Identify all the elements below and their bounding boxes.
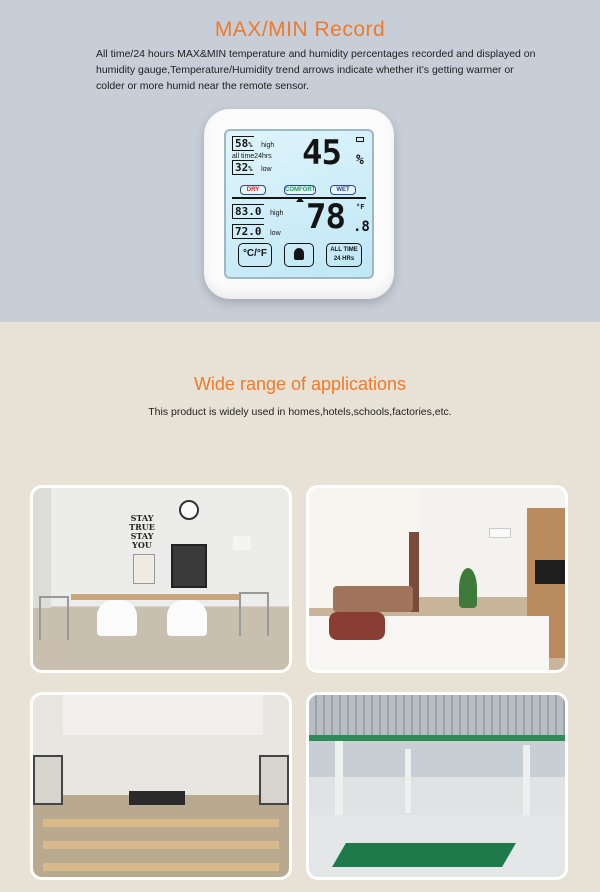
unit-toggle-button[interactable]: °C/°F <box>238 243 272 267</box>
window <box>33 755 63 805</box>
all-time-label: all time24hrs <box>232 153 272 160</box>
window <box>259 755 289 805</box>
column <box>523 745 530 817</box>
humidity-value: 45 <box>302 133 341 173</box>
home-office-photo <box>30 485 292 673</box>
all-time-24hrs-button[interactable] <box>326 243 362 267</box>
hygrometer-device <box>204 109 394 299</box>
blackboard <box>129 791 185 805</box>
window-frame <box>33 488 51 608</box>
white-chair <box>167 600 207 636</box>
section-title: MAX/MIN Record <box>214 18 386 41</box>
hotel-room-photo <box>306 485 568 673</box>
metal-chair <box>239 592 269 636</box>
tv <box>535 560 565 584</box>
desk-row <box>43 819 279 827</box>
classroom-photo <box>30 692 292 880</box>
dry-indicator: DRY <box>240 185 266 195</box>
battery-icon <box>356 137 364 142</box>
humidity-unit: % <box>356 153 364 168</box>
applications-description: This product is widely used in homes,hotels,schools,factories,etc. <box>148 406 452 418</box>
crane-beam <box>309 735 565 741</box>
desk-row <box>43 863 279 871</box>
all-time-button-label: ALL TIME <box>330 247 358 253</box>
white-chair <box>97 600 137 636</box>
humidity-high-readout: 58% high <box>232 137 274 150</box>
humidity-low-readout: 32% low <box>232 161 272 174</box>
desk-row <box>43 841 279 849</box>
wall-sign-text: STAY TRUE STAY YOU <box>129 513 155 550</box>
applications-title: Wide range of applications <box>193 374 407 394</box>
pillow <box>329 612 385 640</box>
temperature-decimal: .8 <box>353 219 370 235</box>
air-conditioner <box>489 528 511 538</box>
roof-truss <box>309 695 565 735</box>
comfort-indicator: COMFORT <box>285 187 316 193</box>
plant <box>459 568 477 608</box>
humidity-low-value: 32 <box>235 161 249 174</box>
temp-low-value: 72.0 <box>232 224 264 239</box>
backlight-button[interactable] <box>284 243 314 267</box>
temp-high-readout: 83.0 high <box>232 205 283 218</box>
lcd-divider <box>232 197 366 199</box>
low-label: low <box>261 166 272 173</box>
lightbulb-icon <box>294 248 304 260</box>
temp-low-readout: 72.0 low <box>232 225 281 238</box>
column <box>335 741 343 825</box>
column <box>405 749 411 813</box>
temp-high-value: 83.0 <box>232 204 264 219</box>
factory-photo <box>306 692 568 880</box>
max-min-section <box>0 0 600 322</box>
temperature-unit: °F <box>356 203 365 211</box>
sofa <box>333 586 413 612</box>
floor-lamp <box>233 536 251 550</box>
24hrs-button-label: 24 HRs <box>333 256 355 262</box>
metal-chair <box>39 596 69 640</box>
lcd-screen <box>224 129 374 279</box>
ceiling <box>63 695 263 735</box>
section-description: All time/24 hours MAX&MIN temperature and humidity percentages recorded and displayed on humidity gauge,Temperature/Humidity trend arrows indicate whether it’s getting warmer or colder or more humid near the remote sensor. <box>96 48 536 92</box>
green-walkway <box>332 843 516 867</box>
desk <box>71 594 241 600</box>
wet-indicator: WET <box>330 185 356 195</box>
wall-picture <box>171 544 207 588</box>
wall-frame <box>133 554 155 584</box>
humidity-high-value: 58 <box>235 137 249 150</box>
temperature-value: 78 <box>306 197 345 237</box>
high-label: high <box>261 142 275 149</box>
wall-clock-icon <box>179 500 199 520</box>
